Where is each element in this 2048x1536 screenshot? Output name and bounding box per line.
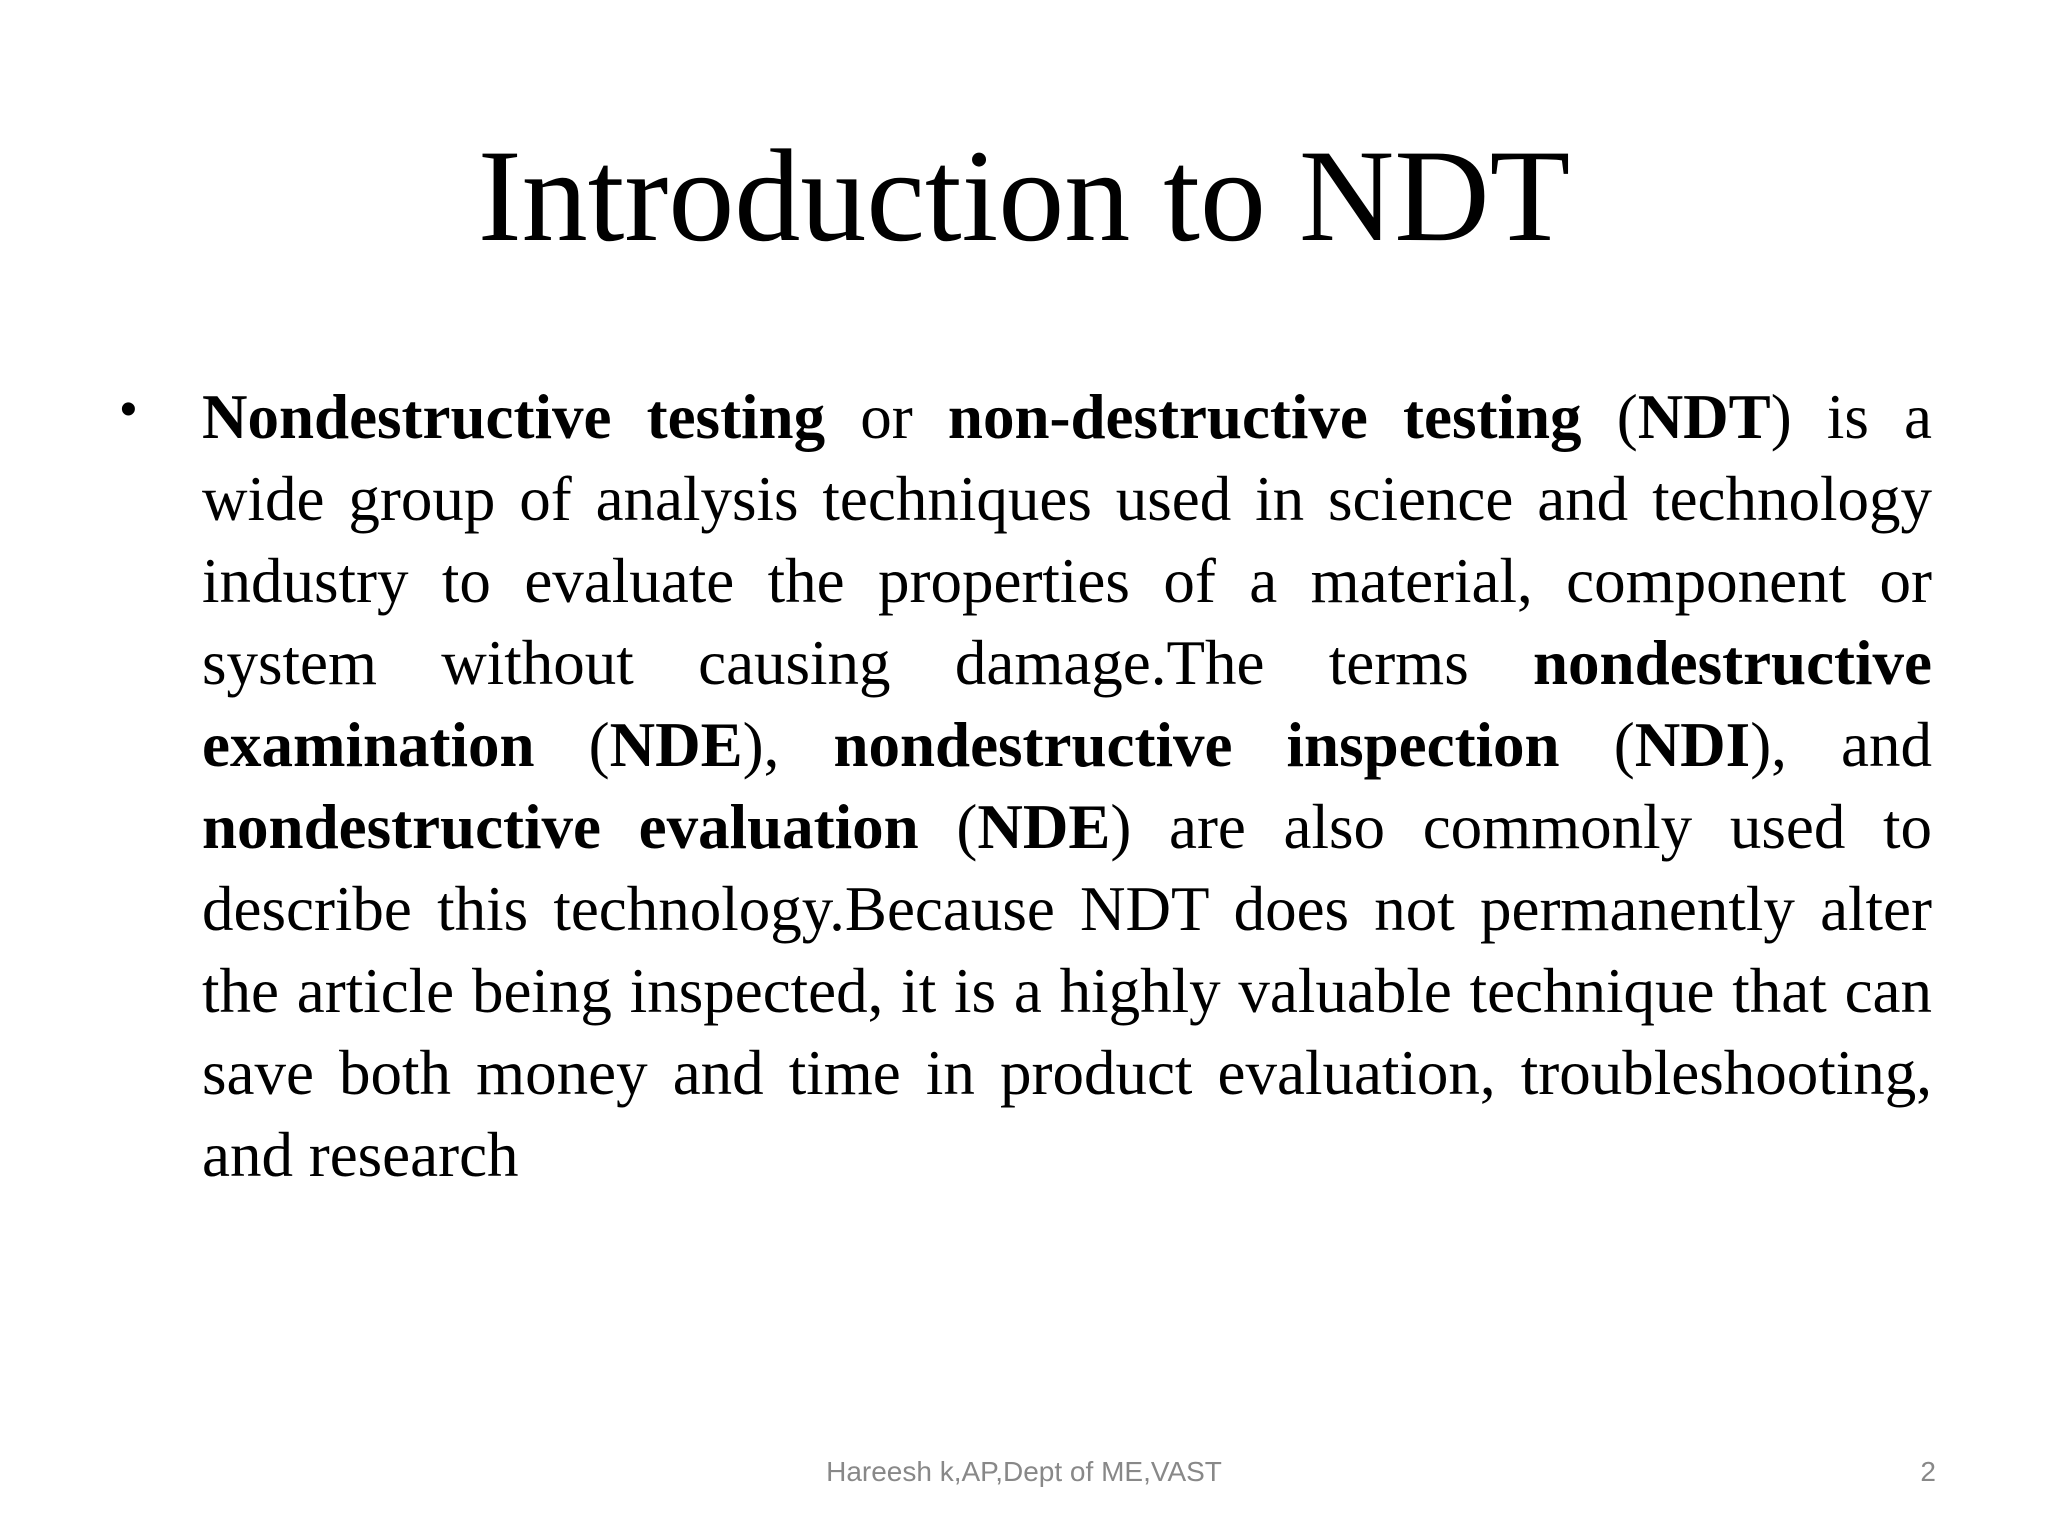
paragraph-text: or — [825, 382, 948, 452]
paragraph-text: ( — [534, 710, 610, 780]
slide-title: Introduction to NDT — [477, 122, 1571, 269]
page-number: 2 — [1920, 1456, 1936, 1487]
bold-term: NDI — [1634, 710, 1751, 780]
paragraph-text: ( — [918, 792, 978, 862]
bold-term: Nondestructive testing — [202, 382, 826, 452]
paragraph-text: ( — [1559, 710, 1635, 780]
paragraph-text: ), — [742, 710, 834, 780]
bullet-paragraph — [202, 376, 1932, 1196]
bold-term: nondestructive evaluation — [202, 792, 919, 862]
slide-footer — [0, 1456, 2048, 1496]
bold-term: NDE — [609, 710, 743, 780]
bold-term: nondestructive examination — [202, 628, 1932, 780]
paragraph-text: ) are also commonly used to describe this technology.Because NDT does not permanently alter the article being inspected, it is a highly valuable technique that can save both money and time in product evaluation, troubleshooting, and research — [202, 792, 1932, 1190]
bold-term: NDT — [1637, 382, 1771, 452]
footer-author: Hareesh k,AP,Dept of ME,VAST — [826, 1456, 1222, 1487]
paragraph-text: ( — [1581, 382, 1638, 452]
bold-term: non-destructive testing — [947, 382, 1582, 452]
paragraph-text: ), and — [1750, 710, 1932, 780]
paragraph-text: ) is a wide group of analysis techniques used in science and technology industry to evaluate the properties of a material, component or system without causing damage.The terms — [202, 382, 1933, 698]
bold-term: nondestructive inspection — [833, 710, 1560, 780]
bold-term: NDE — [977, 792, 1111, 862]
bullet-dot-icon: • — [120, 383, 137, 436]
